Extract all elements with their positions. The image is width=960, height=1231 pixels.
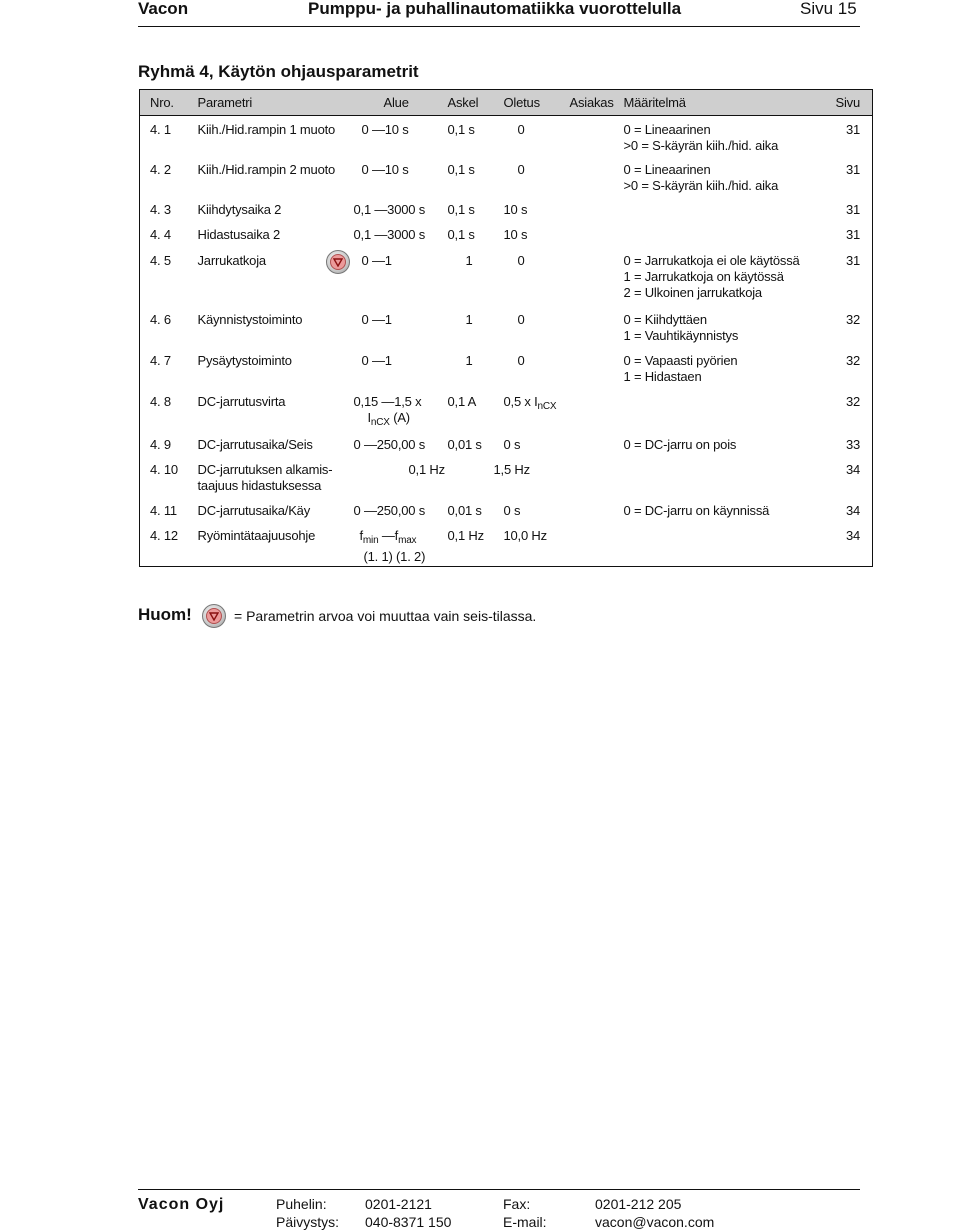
footer-fax: 0201-212 205 [595, 1196, 682, 1212]
footer-fax-label: Fax: [503, 1196, 531, 1212]
cell-asiakas [570, 497, 624, 522]
cell-parametri-label: Jarrukatkoja [197, 252, 266, 268]
cell-sivu: 31 [845, 161, 860, 177]
cell-sivu: 32 [845, 393, 860, 409]
cell-parametri: Kiih./Hid.rampin 1 muoto [197, 122, 336, 137]
cell-alue: 0,1 —3000 s [353, 226, 426, 242]
page-header [0, 0, 960, 24]
col-header-sivu: Sivu [832, 90, 873, 116]
cell-maaritelma [624, 456, 832, 497]
cell-asiakas [570, 247, 624, 306]
col-header-oletus: Oletus [504, 90, 570, 116]
table-row [140, 456, 873, 497]
table-row [140, 156, 873, 196]
table-row [140, 221, 873, 247]
cell-maaritelma [624, 347, 832, 388]
col-header-parametri: Parametri [198, 90, 354, 116]
cell-asiakas [570, 456, 624, 497]
cell-alue: 0 —1 [361, 252, 392, 268]
cell-askel: 1 [465, 252, 473, 268]
cell-oletus: 0 s [503, 502, 521, 518]
cell-parametri: Käynnistystoiminto [197, 311, 303, 327]
cell-oletus: 0 [517, 352, 525, 368]
alue-line: (1. 1) (1. 2) [363, 548, 426, 564]
cell-asiakas [570, 431, 624, 456]
cell-sivu: 34 [845, 461, 860, 477]
cell-sivu: 31 [845, 201, 860, 217]
col-header-alue: Alue [354, 90, 448, 116]
cell-alue: 0,1 —3000 s [353, 201, 426, 217]
cell-alue [354, 388, 448, 431]
cell-alue: 0 —10 s [361, 122, 409, 137]
cell-nro: 4. 9 [150, 436, 171, 452]
table-row [140, 522, 873, 567]
cell-oletus: 0 [517, 252, 525, 268]
cell-parametri: DC-jarrutusaika/Seis [197, 436, 313, 452]
cell-maaritelma [624, 431, 832, 456]
definition-line: 0 = Lineaarinen [623, 122, 711, 137]
param-line: DC-jarrutuksen alkamis- [197, 461, 333, 477]
cell-askel: 0,1 s [447, 161, 475, 177]
cell-oletus: 0 s [503, 436, 521, 452]
cell-nro: 4. 2 [150, 161, 171, 177]
definition-line: 0 = Lineaarinen [623, 161, 711, 177]
table-row [140, 247, 873, 306]
definition-line: 0 = DC-jarru on pois [623, 436, 737, 452]
cell-maaritelma [624, 306, 832, 347]
definition-line: 2 = Ulkoinen jarrukatkoja [623, 284, 762, 300]
definition-line: >0 = S-käyrän kiih./hid. aika [623, 138, 779, 153]
cell-sivu: 32 [845, 311, 860, 327]
cell-oletus: 1,5 Hz [493, 461, 530, 477]
cell-parametri: Pysäytystoiminto [197, 352, 292, 368]
cell-oletus: 0,5 x $I_{nCX}$ [503, 393, 557, 412]
cell-parametri: Kiihdytysaika 2 [197, 201, 282, 217]
cell-alue: 0 —1 [361, 311, 392, 327]
alue-line: 0,15 —1,5 x [353, 393, 422, 409]
cell-asiakas [570, 388, 624, 431]
cell-oletus: 0 [517, 161, 525, 177]
header-title: Pumppu- ja puhallinautomatiikka vuorottelulla [308, 0, 682, 18]
cell-maaritelma [624, 247, 832, 306]
cell-alue: 0 —250,00 s [353, 436, 426, 452]
table-row [140, 497, 873, 522]
header-page-number: Sivu 15 [800, 0, 857, 18]
cell-oletus: 0 [517, 122, 525, 137]
cell-sivu: 31 [845, 252, 860, 268]
header-brand: Vacon [138, 0, 189, 18]
cell-sivu: 34 [845, 527, 860, 543]
footer-email-label: E-mail: [503, 1214, 547, 1230]
definition-line: 0 = Vapaasti pyörien [623, 352, 738, 368]
cell-nro: 4. 8 [150, 393, 171, 409]
definition-line: 0 = Kiihdyttäen [623, 311, 707, 327]
cell-maaritelma [624, 196, 832, 221]
cell-askel: 0,01 s [447, 436, 482, 452]
cell-sivu: 34 [845, 502, 860, 518]
cell-alue: 0 —10 s [361, 161, 409, 177]
alue-line: $f_{min}$ $—f_{max}$ [359, 527, 417, 546]
col-header-maaritelma: Määritelmä [624, 90, 832, 116]
cell-asiakas [570, 306, 624, 347]
cell-parametri [198, 247, 354, 306]
cell-maaritelma [624, 497, 832, 522]
cell-askel: 0,1 A [447, 393, 477, 409]
cell-alue: 0 —1 [361, 352, 392, 368]
definition-line: >0 = S-käyrän kiih./hid. aika [623, 177, 779, 193]
cell-askel: 0,1 s [447, 122, 475, 137]
cell-alue [354, 522, 448, 567]
cell-nro: 4. 12 [150, 527, 178, 543]
cell-sivu: 31 [845, 122, 860, 137]
footer-duty: 040-8371 150 [365, 1214, 452, 1230]
cell-nro: 4. 4 [150, 226, 171, 242]
cell-nro: 4. 10 [150, 461, 178, 477]
cell-askel: 0,1 Hz [447, 527, 484, 543]
cell-askel: 0,1 s [447, 226, 475, 242]
table-row [140, 116, 873, 156]
table-row [140, 431, 873, 456]
header-rule [138, 26, 860, 27]
cell-askel: 1 [465, 352, 473, 368]
cell-oletus: 0 [517, 311, 525, 327]
cell-maaritelma [624, 221, 832, 247]
cell-nro: 4. 11 [150, 502, 177, 518]
table-row [140, 196, 873, 221]
cell-asiakas [570, 196, 624, 221]
cell-maaritelma [624, 522, 832, 567]
footer-duty-label: Päivystys: [276, 1214, 340, 1230]
footer-rule [138, 1189, 860, 1190]
stop-button-icon [202, 604, 226, 628]
footer-email: vacon@vacon.com [595, 1214, 715, 1230]
cell-parametri: DC-jarrutusaika/Käy [197, 502, 311, 518]
table-row [140, 306, 873, 347]
cell-parametri: Ryömintätaajuusohje [197, 527, 316, 543]
cell-asiakas [570, 522, 624, 567]
col-header-askel: Askel [448, 90, 504, 116]
cell-parametri: Hidastusaika 2 [197, 226, 280, 242]
cell-parametri: DC-jarrutusvirta [197, 393, 286, 409]
table-row [140, 347, 873, 388]
cell-sivu: 33 [845, 436, 860, 452]
cell-parametri: Kiih./Hid.rampin 2 muoto [197, 161, 336, 177]
cell-oletus: 10,0 Hz [503, 527, 547, 543]
cell-askel: 0,01 s [447, 502, 482, 518]
col-header-nro: Nro. [140, 90, 198, 116]
definition-line: 0 = Jarrukatkoja ei ole käytössä [623, 252, 800, 268]
footer-company: Vacon Oyj [138, 1196, 225, 1213]
stop-button-icon [326, 250, 350, 274]
col-header-asiakas: Asiakas [570, 90, 624, 116]
param-line: taajuus hidastuksessa [197, 477, 322, 493]
cell-oletus: 10 s [503, 201, 528, 217]
cell-maaritelma [624, 388, 832, 431]
cell-nro: 4. 1 [150, 122, 171, 137]
note-label: Huom! [138, 605, 192, 624]
cell-nro: 4. 6 [150, 311, 171, 327]
cell-askel: 0,1 Hz [408, 461, 445, 477]
cell-askel: 0,1 s [447, 201, 475, 217]
definition-line: 1 = Jarrukatkoja on käytössä [623, 268, 784, 284]
cell-maaritelma [624, 116, 832, 156]
cell-oletus: 10 s [503, 226, 528, 242]
definition-line: 1 = Hidastaen [623, 368, 702, 384]
group-title: Ryhmä 4, Käytön ohjausparametrit [138, 62, 419, 81]
cell-asiakas [570, 347, 624, 388]
cell-nro: 4. 7 [150, 352, 171, 368]
cell-asiakas [570, 221, 624, 247]
cell-asiakas [570, 116, 624, 156]
cell-sivu: 31 [845, 226, 860, 242]
footer-phone-label: Puhelin: [276, 1196, 327, 1212]
alue-line: $I_{nCX}$ (A) [367, 409, 410, 428]
definition-line: 0 = DC-jarru on käynnissä [623, 502, 770, 518]
cell-nro: 4. 5 [150, 252, 171, 268]
cell-askel: 1 [465, 311, 473, 327]
table-row [140, 388, 873, 431]
cell-asiakas [570, 156, 624, 196]
footer-phone: 0201-2121 [365, 1196, 432, 1212]
definition-line: 1 = Vauhtikäynnistys [623, 327, 739, 343]
note-text: = Parametrin arvoa voi muuttaa vain seis-tilassa. [234, 608, 537, 624]
cell-alue: 0 —250,00 s [353, 502, 426, 518]
cell-maaritelma [624, 156, 832, 196]
cell-nro: 4. 3 [150, 201, 171, 217]
cell-parametri [198, 456, 354, 497]
cell-sivu: 32 [845, 352, 860, 368]
table-header-row [140, 90, 873, 116]
parameter-table [139, 89, 873, 567]
